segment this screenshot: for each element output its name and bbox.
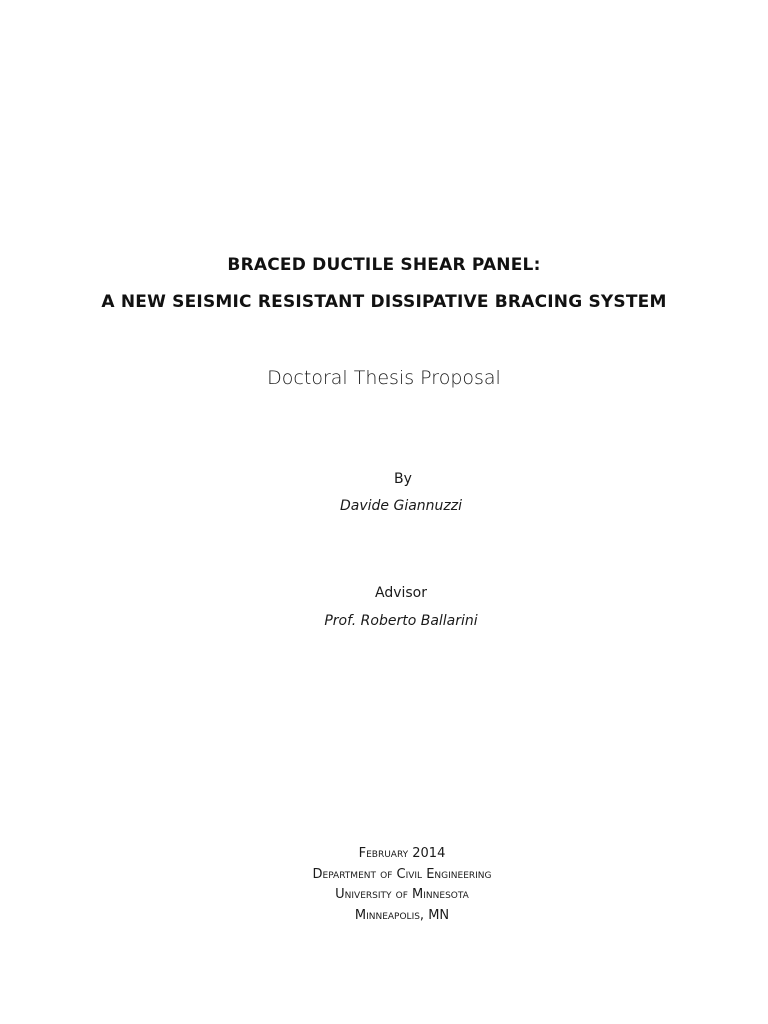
advisor-name: Prof. Roberto Ballarini [324, 613, 478, 629]
title-line-2: A NEW SEISMIC RESISTANT DISSIPATIVE BRACING SYSTEM [101, 292, 667, 312]
title-line-1: BRACED DUCTILE SHEAR PANEL: [227, 255, 541, 275]
by-label: By [394, 471, 412, 487]
date: February 2014 [358, 846, 446, 861]
document-type: Doctoral Thesis Proposal [267, 367, 501, 389]
university: University of Minnesota [335, 887, 469, 902]
author-name: Davide Giannuzzi [339, 498, 462, 514]
advisor-label: Advisor [374, 585, 427, 601]
location: Minneapolis, MN [354, 908, 450, 923]
department: Department of Civil Engineering [312, 867, 492, 882]
